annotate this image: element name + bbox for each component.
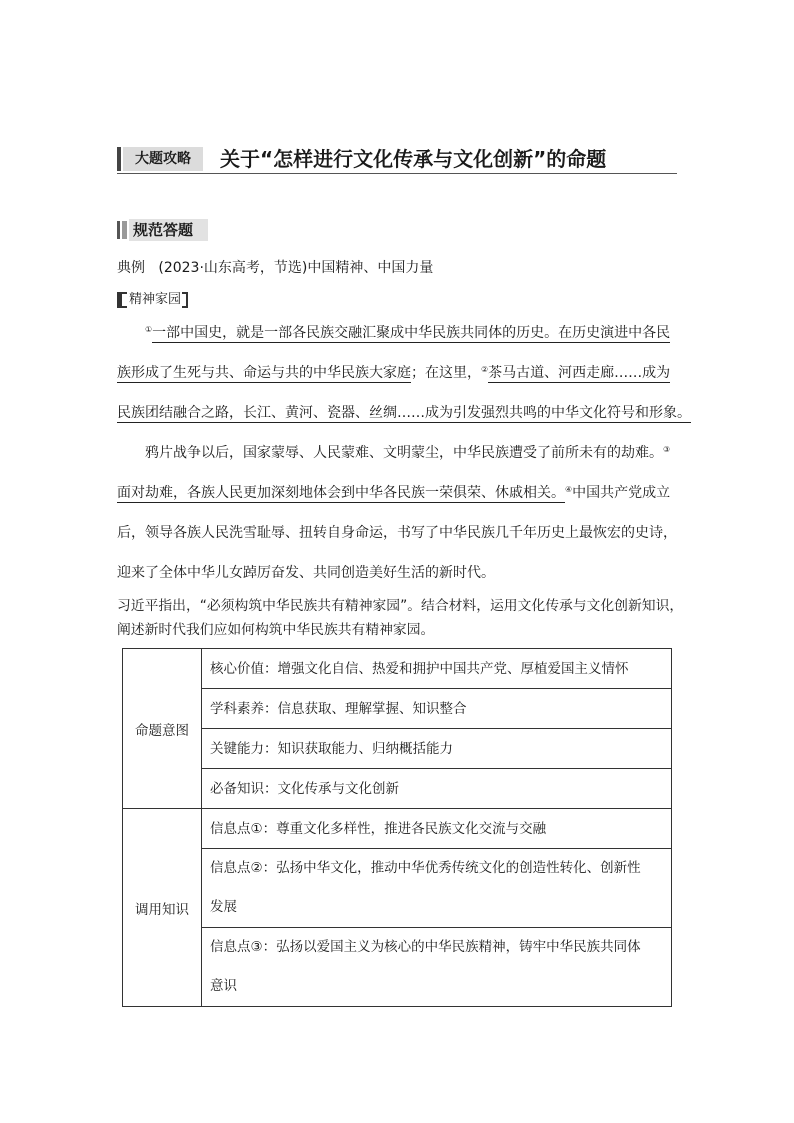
marker-3: ③ xyxy=(663,445,671,454)
material-p2-line2 xyxy=(117,482,670,504)
example-label: 典例 xyxy=(117,260,145,276)
table-cell: 核心价值：增强文化自信、热爱和拥护中国共产党、厚植爱国主义情怀 xyxy=(202,649,672,689)
plain-text: 中国共产党成立 xyxy=(572,485,671,501)
underlined-text: 茶马古道、河西走廊……成为 xyxy=(488,365,671,381)
plain-text: ；在这里， xyxy=(411,365,481,381)
marker-2: ② xyxy=(481,365,489,374)
material-p2-line3 xyxy=(117,522,677,544)
cell-line: 发展 xyxy=(210,899,237,915)
underlined-text: 一部中国史，就是一部各民族交融汇聚成中华民族共同体的历史。在历史演进中各民 xyxy=(152,325,671,341)
table-cell xyxy=(202,928,672,1007)
section-mark-icon xyxy=(117,221,127,239)
table-row xyxy=(123,769,672,809)
material-p1-line2 xyxy=(117,362,670,384)
table-cell: 学科素养：信息获取、理解掌握、知识整合 xyxy=(202,689,672,729)
table-row xyxy=(123,689,672,729)
underlined-text: 族形成了生死与共、命运与共的中华民族大家庭 xyxy=(117,365,411,381)
table-row xyxy=(123,729,672,769)
marker-1: ① xyxy=(145,325,153,334)
header-bar xyxy=(117,147,121,171)
table-cell: 必备知识：文化传承与文化创新 xyxy=(202,769,672,809)
material-p1-line1 xyxy=(145,322,670,344)
marker-4: ④ xyxy=(565,485,573,494)
table-row xyxy=(123,649,672,689)
plain-text: 鸦片战争以后，国家蒙辱、人民蒙难、文明蒙尘，中华民族遭受了前所未有的劫难。 xyxy=(145,445,663,461)
knowledge-header: 调用知识 xyxy=(123,809,202,1007)
question-line2: 阐述新时代我们应如何构筑中华民族共有精神家园。 xyxy=(117,622,435,638)
plain-text: 后，领导各族人民洗雪耻辱、扭转自身命运，书写了中华民族几千年历史上最恢宏的史诗， xyxy=(117,525,677,541)
cell-line: 意识 xyxy=(210,978,237,994)
page-title: 关于“怎样进行文化传承与文化创新”的命题 xyxy=(220,147,607,171)
section-label-text: 规范答题 xyxy=(129,219,208,241)
table-cell: 信息点①：尊重文化多样性，推进各民族文化交流与交融 xyxy=(202,809,672,849)
material-p2-line1 xyxy=(145,442,670,464)
question-line1: 习近平指出，“必须构筑中华民族共有精神家园”。结合材料，运用文化传承与文化创新知识， xyxy=(117,598,684,614)
table-cell xyxy=(202,849,672,928)
material-p2-line4 xyxy=(117,562,495,584)
table-row xyxy=(123,849,672,928)
intent-header: 命题意图 xyxy=(123,649,202,809)
left-bracket-icon xyxy=(117,292,127,308)
example-source: (2023·山东高考，节选)中国精神、中国力量 xyxy=(158,260,434,276)
material-tag-text: 精神家园 xyxy=(129,292,182,307)
table-cell: 关键能力：知识获取能力、归纳概括能力 xyxy=(202,729,672,769)
material-p1-line3 xyxy=(117,402,691,424)
material-tag xyxy=(117,290,188,310)
plain-text: 迎来了全体中华儿女踔厉奋发、共同创造美好生活的新时代。 xyxy=(117,565,495,581)
table-row xyxy=(123,928,672,1007)
header-divider xyxy=(117,173,677,174)
analysis-table xyxy=(122,648,672,1007)
underlined-text: 民族团结融合之路，长江、黄河、瓷器、丝绸……成为引发强烈共鸣的中华文化符号和形象。 xyxy=(117,405,691,421)
cell-line: 信息点②：弘扬中华文化，推动中华优秀传统文化的创造性转化、创新性 xyxy=(210,860,641,876)
right-bracket-icon xyxy=(182,292,188,308)
example-line xyxy=(117,257,433,279)
section-header xyxy=(117,145,677,173)
underlined-text: 面对劫难，各族人民更加深刻地体会到中华各民族一荣俱荣、休戚相关。 xyxy=(117,485,565,501)
cell-line: 信息点③：弘扬以爱国主义为核心的中华民族精神，铸牢中华民族共同体 xyxy=(210,939,641,955)
table-row xyxy=(123,809,672,849)
header-tag: 大题攻略 xyxy=(123,147,203,171)
